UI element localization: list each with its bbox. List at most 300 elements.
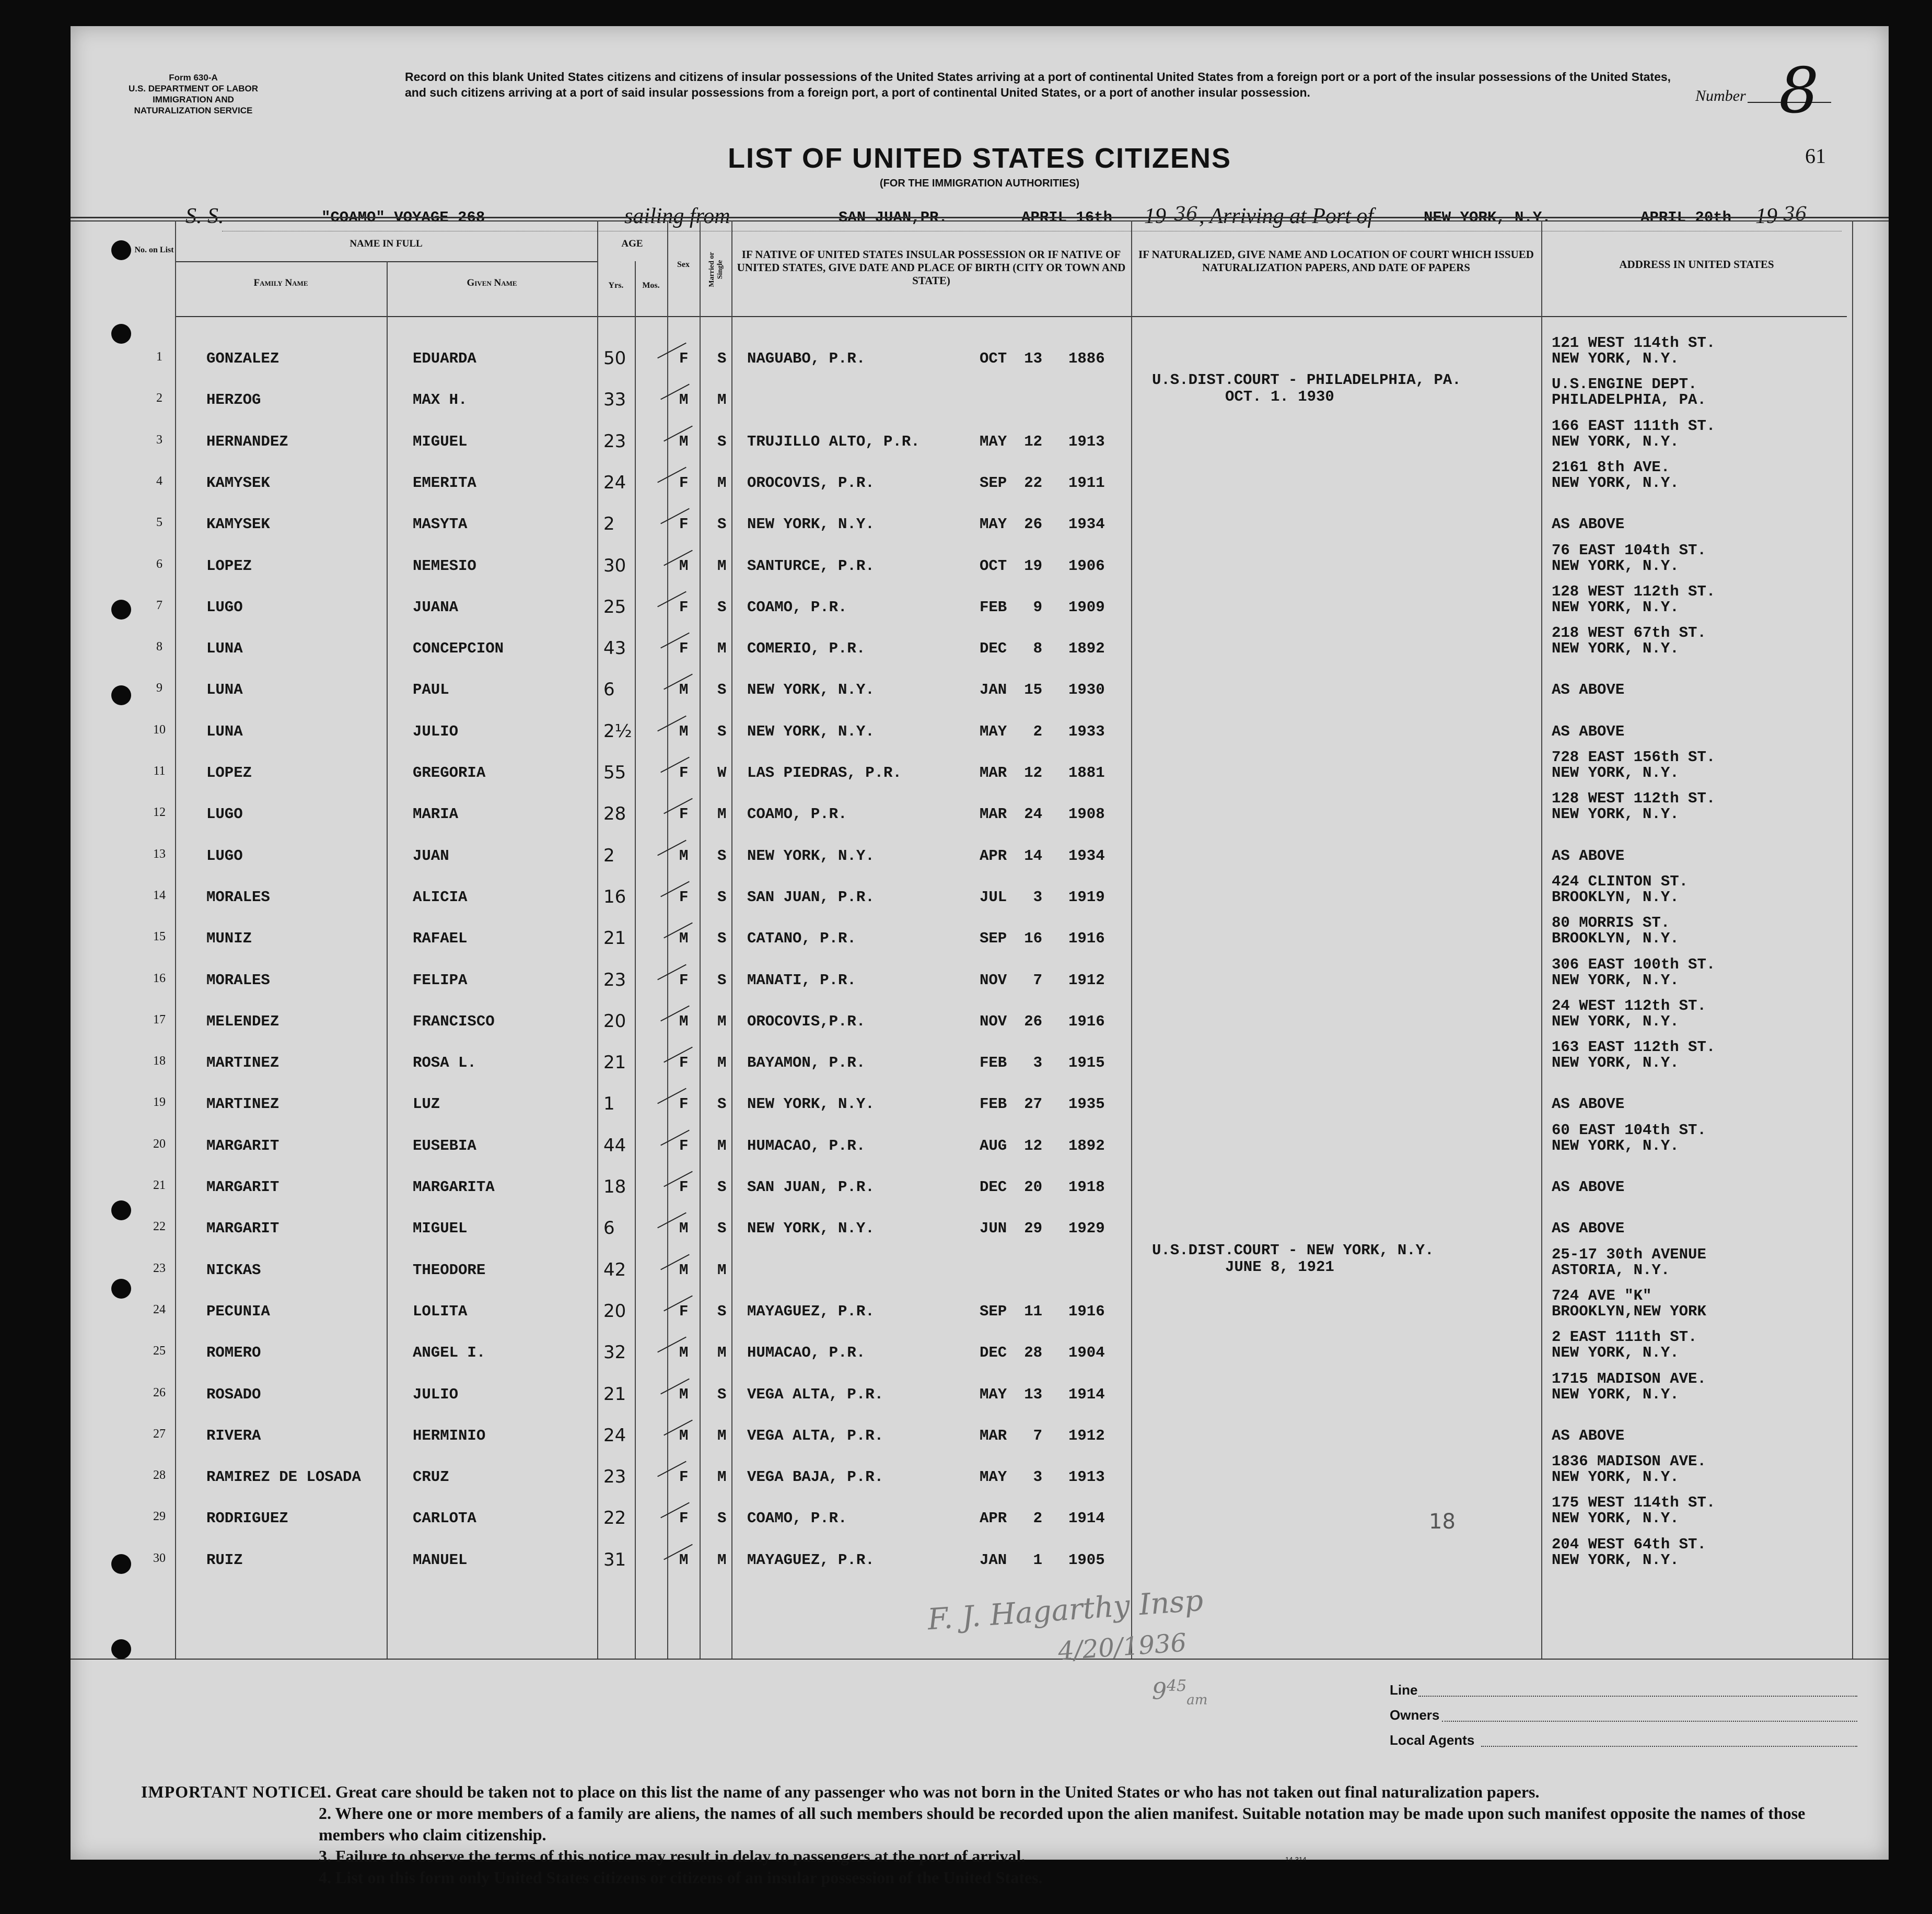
given-name: ROSA L.: [413, 1054, 476, 1071]
family-name: MORALES: [206, 972, 270, 989]
address-line-2: AS ABOVE: [1552, 1427, 1625, 1444]
given-name: NEMESIO: [413, 557, 476, 575]
row-number: 13: [153, 847, 166, 861]
marital-status: M: [717, 474, 727, 492]
birth-year: 1916: [1068, 1013, 1105, 1030]
birth-day: 2: [1033, 1510, 1042, 1527]
birth-month: SEP: [980, 930, 1007, 947]
birth-month: FEB: [980, 599, 1007, 616]
address-line-1: 724 AVE "K": [1552, 1287, 1652, 1304]
row-number: 8: [156, 640, 162, 653]
birth-year: 1914: [1068, 1510, 1105, 1527]
address-line-1: 424 CLINTON ST.: [1552, 873, 1689, 890]
birth-day: 3: [1033, 1054, 1042, 1071]
birth-year: 1915: [1068, 1054, 1105, 1071]
birth-month: MAY: [980, 516, 1007, 533]
sex: M: [679, 1344, 689, 1361]
sex: F: [679, 972, 689, 989]
birth-month: MAY: [980, 723, 1007, 740]
address-line-2: NEW YORK, N.Y.: [1552, 474, 1679, 492]
birth-year: 1892: [1068, 640, 1105, 657]
marital-status: W: [717, 764, 727, 781]
birth-year: 1929: [1068, 1220, 1105, 1237]
address-line-2: BROOKLYN,NEW YORK: [1552, 1303, 1706, 1320]
sex: F: [679, 1303, 689, 1320]
family-name: MORALES: [206, 889, 270, 906]
birth-month: NOV: [980, 1013, 1007, 1030]
row-number: 29: [153, 1510, 166, 1523]
service-line-2: NATURALIZATION SERVICE: [134, 106, 253, 115]
row-number: 1: [156, 350, 162, 364]
age-years: 33: [603, 389, 626, 410]
row-number: 9: [156, 681, 162, 695]
number-value: 8: [1779, 55, 1819, 127]
header-age: AGE: [621, 238, 643, 249]
family-name: LOPEZ: [206, 557, 252, 575]
sex: M: [679, 1551, 689, 1569]
age-years: 20: [603, 1011, 626, 1032]
court-date: JUNE 8, 1921: [1225, 1258, 1334, 1276]
sex: M: [679, 433, 689, 450]
time-num: 9: [1152, 1678, 1167, 1705]
marital-status: S: [717, 350, 727, 367]
family-name: HERNANDEZ: [206, 433, 288, 450]
birth-place: NEW YORK, N.Y.: [747, 1220, 875, 1237]
address-line-2: NEW YORK, N.Y.: [1552, 599, 1679, 616]
birth-place: VEGA BAJA, P.R.: [747, 1468, 884, 1486]
header-family-name: Family Name: [253, 277, 308, 288]
marital-status: S: [717, 889, 727, 906]
address-line-2: ASTORIA, N.Y.: [1552, 1262, 1670, 1279]
punch-hole: [111, 1639, 131, 1659]
birth-month: APR: [980, 1510, 1007, 1527]
row-number: 17: [153, 1013, 166, 1026]
sail-date: APRIL 16th: [1021, 209, 1113, 226]
family-name: LUNA: [206, 723, 243, 740]
given-name: CONCEPCION: [413, 640, 504, 657]
birth-day: 11: [1024, 1303, 1042, 1320]
birth-place: NAGUABO, P.R.: [747, 350, 866, 367]
row-number: 7: [156, 599, 162, 612]
owners-field[interactable]: [1442, 1721, 1857, 1722]
address-line-2: NEW YORK, N.Y.: [1552, 764, 1679, 781]
family-name: MARGARIT: [206, 1178, 280, 1196]
col-sep-yrs: [635, 261, 636, 1659]
birth-day: 8: [1033, 640, 1042, 657]
marital-status: M: [717, 1344, 727, 1361]
sex: M: [679, 723, 689, 740]
notice-heading: IMPORTANT NOTICE.: [141, 1782, 327, 1801]
birth-day: 28: [1024, 1344, 1042, 1361]
address-line-2: NEW YORK, N.Y.: [1552, 1510, 1679, 1527]
inspector-signature: F. J. Hagarthy Insp: [926, 1583, 1205, 1637]
signature-date: 4/20/1936: [1057, 1628, 1188, 1666]
row-number: 11: [153, 764, 166, 778]
birth-place: NEW YORK, N.Y.: [747, 516, 875, 533]
birth-place: COAMO, P.R.: [747, 1510, 847, 1527]
age-years: 18: [603, 1176, 626, 1197]
row-number: 12: [153, 806, 166, 819]
arriving-label: , Arriving at Port of: [1199, 204, 1374, 228]
col-sep-sex: [700, 220, 701, 1659]
birth-place: SAN JUAN, P.R.: [747, 889, 875, 906]
family-name: HERZOG: [206, 391, 261, 409]
punch-hole: [111, 685, 131, 705]
page-mark: 18: [1429, 1510, 1456, 1534]
sex: M: [679, 557, 689, 575]
age-years: 43: [603, 638, 626, 659]
family-name: LUGO: [206, 599, 243, 616]
sex: F: [679, 1178, 689, 1196]
table-top-border: [71, 217, 1889, 218]
birth-year: 1918: [1068, 1178, 1105, 1196]
address-line-2: BROOKLYN, N.Y.: [1552, 930, 1679, 947]
birth-month: JUN: [980, 1220, 1007, 1237]
address-line-1: 128 WEST 112th ST.: [1552, 790, 1716, 807]
age-years: 42: [603, 1259, 626, 1280]
address-line-2: AS ABOVE: [1552, 1178, 1625, 1196]
family-name: MARGARIT: [206, 1220, 280, 1237]
age-years: 23: [603, 431, 626, 452]
birth-year: 1913: [1068, 433, 1105, 450]
col-sep-family: [387, 261, 388, 1659]
age-years: 23: [603, 1466, 626, 1487]
birth-month: DEC: [980, 640, 1007, 657]
given-name: JULIO: [413, 1386, 459, 1403]
address-line-2: NEW YORK, N.Y.: [1552, 1468, 1679, 1486]
birth-month: OCT: [980, 350, 1007, 367]
marital-status: M: [717, 1137, 727, 1154]
address-line-2: BROOKLYN, N.Y.: [1552, 889, 1679, 906]
address-line-2: NEW YORK, N.Y.: [1552, 350, 1679, 367]
address-line-1: 25-17 30th AVENUE: [1552, 1246, 1706, 1263]
birth-year: 1881: [1068, 764, 1105, 781]
given-name: MANUEL: [413, 1551, 468, 1569]
birth-day: 1: [1033, 1551, 1042, 1569]
header-bottom: [175, 316, 1847, 317]
age-years: 25: [603, 597, 626, 617]
given-name: EUSEBIA: [413, 1137, 476, 1154]
row-number: 22: [153, 1220, 166, 1233]
address-line-2: AS ABOVE: [1552, 847, 1625, 865]
birth-month: JAN: [980, 1551, 1007, 1569]
birth-place: HUMACAO, P.R.: [747, 1344, 866, 1361]
address-line-2: AS ABOVE: [1552, 723, 1625, 740]
sailing-from: SAN JUAN,PR.: [839, 209, 948, 226]
age-years: 2½: [603, 721, 632, 742]
birth-year: 1913: [1068, 1468, 1105, 1486]
family-name: MARTINEZ: [206, 1054, 280, 1071]
marital-status: S: [717, 847, 727, 865]
marital-status: M: [717, 1054, 727, 1071]
birth-place: CATANO, P.R.: [747, 930, 856, 947]
ss-label: S. S.: [185, 204, 224, 228]
family-name: RAMIREZ DE LOSADA: [206, 1468, 361, 1486]
birth-month: DEC: [980, 1344, 1007, 1361]
address-line-1: 1715 MADISON AVE.: [1552, 1370, 1706, 1387]
family-name: ROSADO: [206, 1386, 261, 1403]
row-number: 19: [153, 1095, 166, 1109]
row-number: 28: [153, 1468, 166, 1482]
age-years: 24: [603, 472, 626, 493]
given-name: MIGUEL: [413, 1220, 468, 1237]
birth-place: OROCOVIS, P.R.: [747, 474, 875, 492]
birth-day: 19: [1024, 557, 1042, 575]
sex: M: [679, 1262, 689, 1279]
birth-place: COMERIO, P.R.: [747, 640, 866, 657]
birth-month: JAN: [980, 681, 1007, 698]
sex: F: [679, 599, 689, 616]
birth-year: 1911: [1068, 474, 1105, 492]
row-number: 26: [153, 1386, 166, 1399]
record-instructions: Record on this blank United States citizens and citizens of insular possessions of the United States arriving at a port of continental United States from a foreign port or a port of the insular possessions of the United States, and such citizens arriving at a port of said insular possessions from a foreign port, a port of continental United States, or a port of another insular possession.: [405, 70, 1671, 99]
sex: M: [679, 391, 689, 409]
sex: F: [679, 1468, 689, 1486]
sail-year-prefix: 19: [1144, 204, 1166, 228]
punch-hole: [111, 240, 131, 260]
age-years: 30: [603, 555, 626, 576]
address-line-2: NEW YORK, N.Y.: [1552, 972, 1679, 989]
sex: F: [679, 640, 689, 657]
birth-day: 15: [1024, 681, 1042, 698]
birth-place: NEW YORK, N.Y.: [747, 847, 875, 865]
age-years: 28: [603, 803, 626, 824]
birth-place: VEGA ALTA, P.R.: [747, 1386, 884, 1403]
row-number: 30: [153, 1551, 166, 1565]
marital-status: M: [717, 1468, 727, 1486]
birth-place: NEW YORK, N.Y.: [747, 681, 875, 698]
address-line-2: AS ABOVE: [1552, 681, 1625, 698]
birth-month: FEB: [980, 1095, 1007, 1113]
time-ampm: am: [1186, 1692, 1208, 1708]
birth-day: 13: [1024, 350, 1042, 367]
sex: M: [679, 847, 689, 865]
col-sep-address: [1852, 220, 1853, 1659]
header-sex: Sex: [677, 260, 690, 269]
sex: F: [679, 516, 689, 533]
row-number: 24: [153, 1303, 166, 1316]
line-label: Line: [1390, 1682, 1418, 1698]
col-sep-mos: [667, 220, 668, 1659]
address-line-1: 2 EAST 111th ST.: [1552, 1328, 1697, 1346]
row-number: 14: [153, 889, 166, 902]
sex: F: [679, 889, 689, 906]
col-sep-court: [1541, 220, 1542, 1659]
department: U.S. DEPARTMENT OF LABOR: [128, 84, 259, 94]
birth-year: 1933: [1068, 723, 1105, 740]
sex: F: [679, 1137, 689, 1154]
birth-day: 7: [1033, 1427, 1042, 1444]
line-field[interactable]: [1418, 1696, 1857, 1697]
birth-place: COAMO, P.R.: [747, 806, 847, 823]
age-years: 55: [603, 762, 626, 783]
birth-year: 1904: [1068, 1344, 1105, 1361]
address-line-2: NEW YORK, N.Y.: [1552, 433, 1679, 450]
birth-place: HUMACAO, P.R.: [747, 1137, 866, 1154]
given-name: MASYTA: [413, 516, 468, 533]
address-line-2: NEW YORK, N.Y.: [1552, 640, 1679, 657]
court-name: U.S.DIST.COURT - NEW YORK, N.Y.: [1152, 1242, 1434, 1259]
row-number: 21: [153, 1178, 166, 1192]
address-line-2: NEW YORK, N.Y.: [1552, 1137, 1679, 1154]
birth-month: FEB: [980, 1054, 1007, 1071]
row-number: 4: [156, 474, 162, 488]
header-no: No. on List: [134, 246, 174, 254]
age-years: 31: [603, 1549, 626, 1570]
birth-day: 24: [1024, 806, 1042, 823]
row-number: 20: [153, 1137, 166, 1151]
address-line-1: 80 MORRIS ST.: [1552, 914, 1670, 931]
marital-status: S: [717, 723, 727, 740]
birth-year: 1934: [1068, 847, 1105, 865]
given-name: MIGUEL: [413, 433, 468, 450]
birth-day: 12: [1024, 1137, 1042, 1154]
sex: F: [679, 1095, 689, 1113]
family-name: LUNA: [206, 681, 243, 698]
address-line-2: AS ABOVE: [1552, 516, 1625, 533]
birth-year: 1916: [1068, 930, 1105, 947]
address-line-1: 1836 MADISON AVE.: [1552, 1453, 1706, 1470]
sex: M: [679, 930, 689, 947]
row-number: 16: [153, 972, 166, 985]
birth-month: MAR: [980, 1427, 1007, 1444]
sex: M: [679, 1013, 689, 1030]
header-yrs: Yrs.: [608, 281, 624, 290]
family-name: KAMYSEK: [206, 516, 270, 533]
address-line-2: NEW YORK, N.Y.: [1552, 1054, 1679, 1071]
address-line-1: 121 WEST 114th ST.: [1552, 334, 1716, 352]
form-number: Form 630-A: [169, 73, 218, 83]
address-line-1: 60 EAST 104th ST.: [1552, 1122, 1706, 1139]
table-bottom: [71, 1659, 1889, 1660]
marital-status: S: [717, 681, 727, 698]
given-name: EDUARDA: [413, 350, 476, 367]
header-naturalized: IF NATURALIZED, GIVE NAME AND LOCATION OF COURT WHICH ISSUED NATURALIZATION PAPERS, AND DATE OF PAPERS: [1138, 248, 1534, 274]
given-name: EMERITA: [413, 474, 476, 492]
sex: F: [679, 1054, 689, 1071]
birth-month: SEP: [980, 474, 1007, 492]
header-mos: Mos.: [642, 281, 660, 290]
punch-hole: [111, 324, 131, 344]
birth-year: 1906: [1068, 557, 1105, 575]
marital-status: S: [717, 516, 727, 533]
family-name: MELENDEZ: [206, 1013, 280, 1030]
sex: F: [679, 350, 689, 367]
given-name: ALICIA: [413, 889, 468, 906]
table-top-border-2: [71, 220, 1889, 221]
signature-time: [1152, 1677, 1207, 1708]
birth-year: 1934: [1068, 516, 1105, 533]
birth-month: MAY: [980, 433, 1007, 450]
family-name: KAMYSEK: [206, 474, 270, 492]
birth-place: MAYAGUEZ, P.R.: [747, 1303, 875, 1320]
birth-day: 26: [1024, 1013, 1042, 1030]
address-line-2: NEW YORK, N.Y.: [1552, 1013, 1679, 1030]
family-name: RIVERA: [206, 1427, 261, 1444]
court-name: U.S.DIST.COURT - PHILADELPHIA, PA.: [1152, 371, 1461, 389]
address-line-1: 175 WEST 114th ST.: [1552, 1494, 1716, 1511]
given-name: GREGORIA: [413, 764, 486, 781]
sex: F: [679, 806, 689, 823]
service-line-1: IMMIGRATION AND: [153, 95, 234, 104]
age-years: 1: [603, 1093, 615, 1114]
address-line-1: U.S.ENGINE DEPT.: [1552, 376, 1697, 393]
sex: M: [679, 1386, 689, 1403]
family-name: RUIZ: [206, 1551, 243, 1569]
age-years: 24: [603, 1425, 626, 1446]
given-name: MAX H.: [413, 391, 468, 409]
sailing-label: sailing from: [624, 204, 730, 228]
address-line-1: 2161 8th AVE.: [1552, 459, 1670, 476]
given-name: LUZ: [413, 1095, 440, 1113]
form-info: [123, 72, 264, 116]
punch-hole: [111, 600, 131, 620]
birth-day: 9: [1033, 599, 1042, 616]
address-line-2: NEW YORK, N.Y.: [1552, 1551, 1679, 1569]
given-name: FRANCISCO: [413, 1013, 495, 1030]
given-name: CRUZ: [413, 1468, 449, 1486]
sex: M: [679, 681, 689, 698]
time-minutes: 45: [1167, 1677, 1187, 1695]
birth-place: TRUJILLO ALTO, P.R.: [747, 433, 920, 450]
document-page: [71, 26, 1889, 1887]
agents-label: Local Agents: [1390, 1732, 1475, 1748]
agents-field[interactable]: [1481, 1746, 1857, 1747]
marital-status: S: [717, 1510, 727, 1527]
given-name: JUANA: [413, 599, 459, 616]
marital-status: M: [717, 1013, 727, 1030]
birth-year: 1905: [1068, 1551, 1105, 1569]
given-name: THEODORE: [413, 1262, 486, 1279]
address-line-1: 76 EAST 104th ST.: [1552, 542, 1706, 559]
marital-status: S: [717, 972, 727, 989]
row-number: 15: [153, 930, 166, 943]
given-name: JULIO: [413, 723, 459, 740]
marital-status: S: [717, 930, 727, 947]
arrive-date: APRIL 20th: [1640, 209, 1732, 226]
family-name: GONZALEZ: [206, 350, 280, 367]
age-years: 21: [603, 928, 626, 949]
family-name: LUGO: [206, 847, 243, 865]
family-name: MARTINEZ: [206, 1095, 280, 1113]
punch-hole: [111, 1200, 131, 1220]
family-name: ROMERO: [206, 1344, 261, 1361]
birth-month: AUG: [980, 1137, 1007, 1154]
birth-month: JUL: [980, 889, 1007, 906]
marital-status: S: [717, 1220, 727, 1237]
birth-month: DEC: [980, 1178, 1007, 1196]
birth-year: 1908: [1068, 806, 1105, 823]
family-name: LUNA: [206, 640, 243, 657]
given-name: HERMINIO: [413, 1427, 486, 1444]
given-name: FELIPA: [413, 972, 468, 989]
birth-day: 3: [1033, 889, 1042, 906]
sex: F: [679, 764, 689, 781]
age-years: 32: [603, 1342, 626, 1363]
number-label: Number: [1695, 87, 1746, 104]
marital-status: S: [717, 1386, 727, 1403]
address-line-2: NEW YORK, N.Y.: [1552, 806, 1679, 823]
birth-day: 12: [1024, 433, 1042, 450]
birth-place: NEW YORK, N.Y.: [747, 1095, 875, 1113]
address-line-2: NEW YORK, N.Y.: [1552, 1386, 1679, 1403]
page-subtitle: (FOR THE IMMIGRATION AUTHORITIES): [879, 178, 1080, 189]
row-number: 27: [153, 1427, 166, 1441]
birth-year: 1886: [1068, 350, 1105, 367]
marital-status: M: [717, 806, 727, 823]
birth-day: 3: [1033, 1468, 1042, 1486]
address-line-1: 128 WEST 112th ST.: [1552, 583, 1716, 600]
